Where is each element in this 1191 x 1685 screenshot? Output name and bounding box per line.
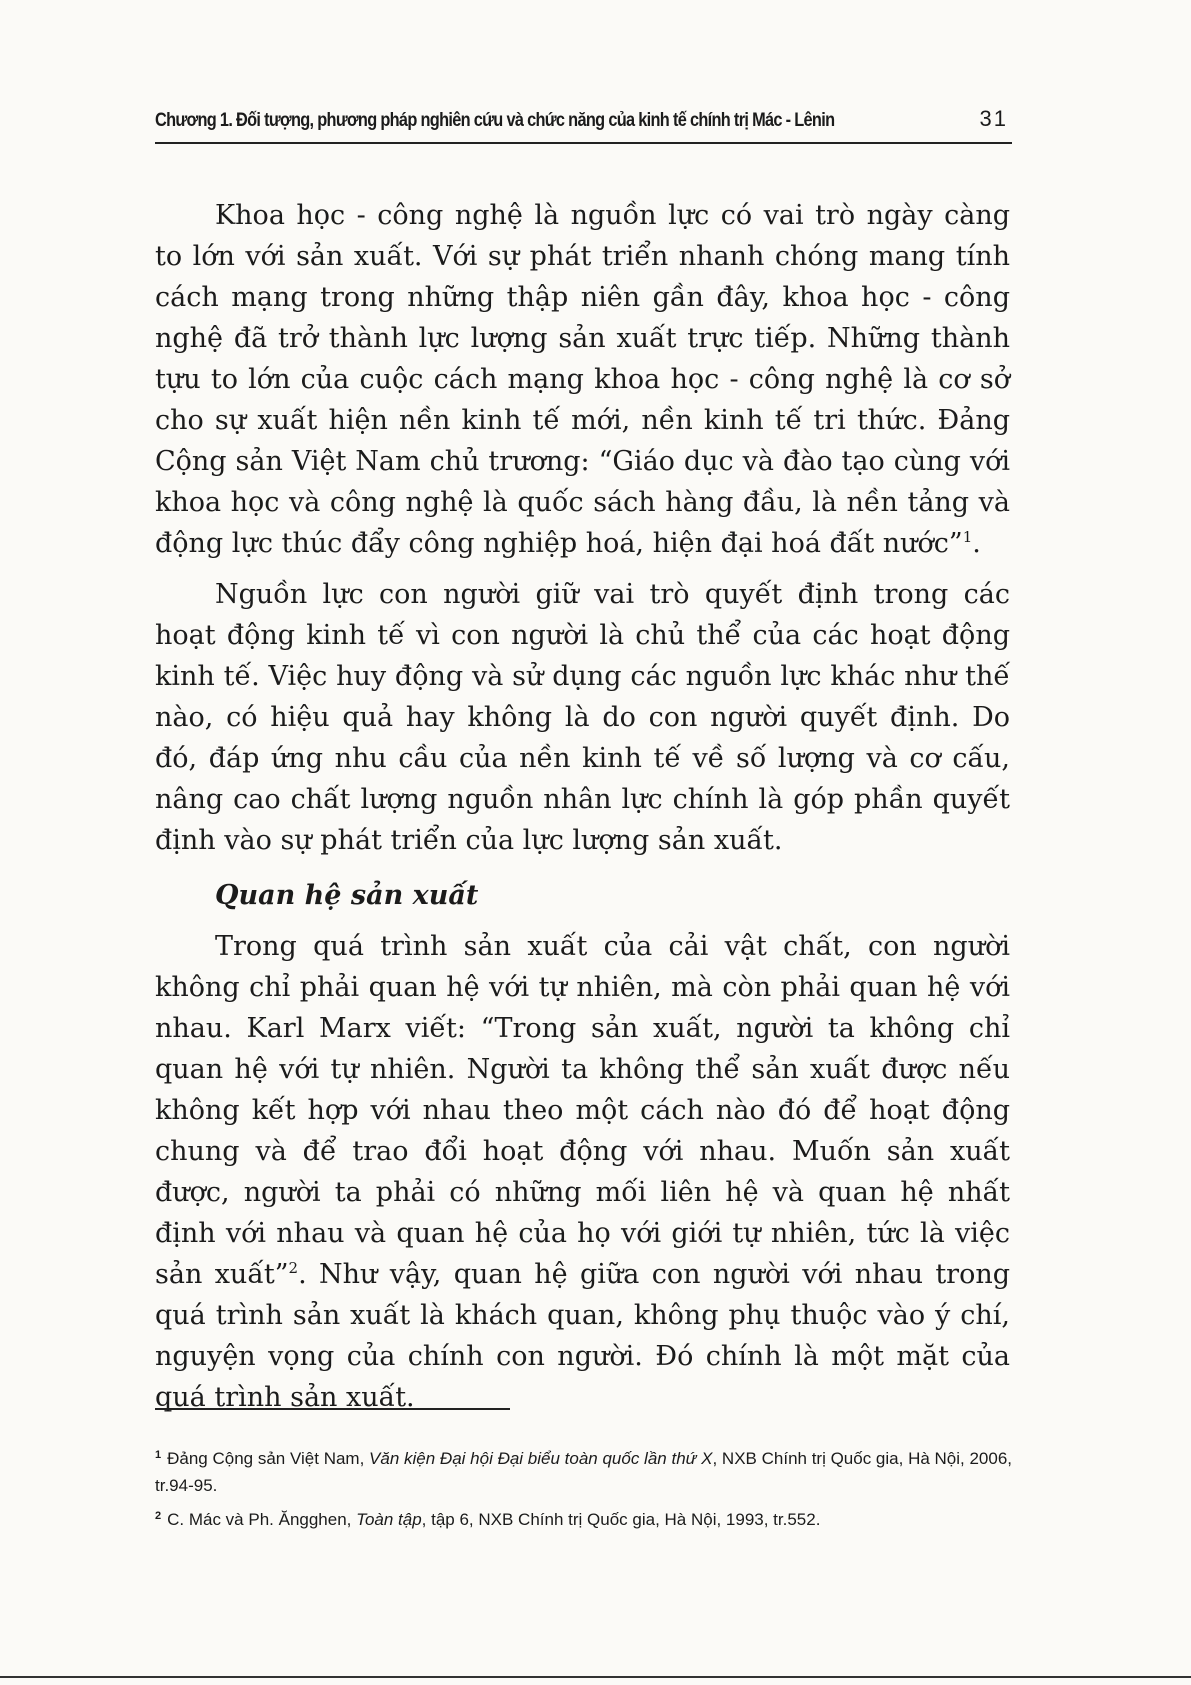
paragraph-text: . Như vậy, quan hệ giữa con người với nhau trong quá trình sản xuất là khách quan, không phụ thuộc vào ý chí, nguyện vọng của chính con người. Đó chính là một mặt của quá trình sản xuất. xyxy=(155,1259,1011,1413)
footnote-text: , NXB Chính trị Quốc gia, Hà Nội, 2006, tr.94-95. xyxy=(155,1449,1013,1495)
footnote-ref-1: 1 xyxy=(962,528,973,546)
footnotes xyxy=(155,1442,1015,1537)
footnote-source-title: Văn kiện Đại hội Đại biểu toàn quốc lần thứ X xyxy=(369,1449,713,1468)
footnote-ref-2: 2 xyxy=(288,1259,299,1277)
chapter-title xyxy=(155,110,834,132)
page-bottom-edge xyxy=(0,1676,1191,1678)
chapter-title-text: Đối tượng, phương pháp nghiên cứu và chức năng của kinh tế chính trị Mác - Lênin xyxy=(236,110,835,131)
footnote-1 xyxy=(155,1442,1015,1499)
footnote-divider xyxy=(155,1408,510,1410)
header-divider xyxy=(155,142,1012,144)
paragraph-human-resources: Nguồn lực con người giữ vai trò quyết định trong các hoạt động kinh tế vì con người là chủ thể của các hoạt động kinh tế. Việc huy động và sử dụng các nguồn lực khác như thế nào, có hiệu quả hay không là do con người quyết định. Do đó, đáp ứng nhu cầu của nền kinh tế về số lượng và cơ cấu, nâng cao chất lượng nguồn nhân lực chính là góp phần quyết định vào sự phát triển của lực lượng sản xuất. xyxy=(155,579,1010,856)
paragraph-production-relations xyxy=(155,926,1010,1418)
footnote-2 xyxy=(155,1503,1015,1533)
page-number: 31 xyxy=(979,106,1008,131)
paragraph-end: . xyxy=(972,528,981,559)
footnote-text: C. Mác và Ph. Ăngghen, xyxy=(167,1510,357,1529)
footnote-text: Đảng Cộng sản Việt Nam, xyxy=(167,1449,370,1468)
body-text xyxy=(155,195,1010,1418)
footnote-source-title: Toàn tập xyxy=(356,1510,422,1529)
footnote-mark: 1 xyxy=(155,1449,162,1461)
paragraph-text: Trong quá trình sản xuất của cải vật chất, con người không chỉ phải quan hệ với tự nhiên, mà còn phải quan hệ với nhau. Karl Marx viết: “Trong sản xuất, người ta không chỉ quan hệ với tự nhiên. Người ta không thể sản xuất được nếu không kết hợp với nhau theo một cách nào đó để hoạt động chung và để trao đổi hoạt động với nhau. Muốn sản xuất được, người ta phải có những mối liên hệ và quan hệ nhất định với nhau và quan hệ của họ với giới tự nhiên, tức là việc sản xuất” xyxy=(155,931,1010,1290)
paragraph-text: Khoa học - công nghệ là nguồn lực có vai trò ngày càng to lớn với sản xuất. Với sự phát triển nhanh chóng mang tính cách mạng trong những thập niên gần đây, khoa học - công nghệ đã trở thành lực lượng sản xuất trực tiếp. Những thành tựu to lớn của cuộc cách mạng khoa học - công nghệ là cơ sở cho sự xuất hiện nền kinh tế mới, nền kinh tế tri thức. Đảng Cộng sản Việt Nam chủ trương: “Giáo dục và đào tạo cùng với khoa học và công nghệ là quốc sách hàng đầu, là nền tảng và động lực thúc đẩy công nghiệp hoá, hiện đại hoá đất nước” xyxy=(155,200,1010,559)
chapter-label: Chương 1. xyxy=(155,110,233,131)
paragraph-science-technology xyxy=(155,195,1010,564)
footnote-mark: 2 xyxy=(155,1510,162,1522)
section-heading: Quan hệ sản xuất xyxy=(215,880,479,911)
running-header xyxy=(155,102,1012,142)
footnote-text: , tập 6, NXB Chính trị Quốc gia, Hà Nội, 1993, tr.552. xyxy=(421,1510,821,1529)
